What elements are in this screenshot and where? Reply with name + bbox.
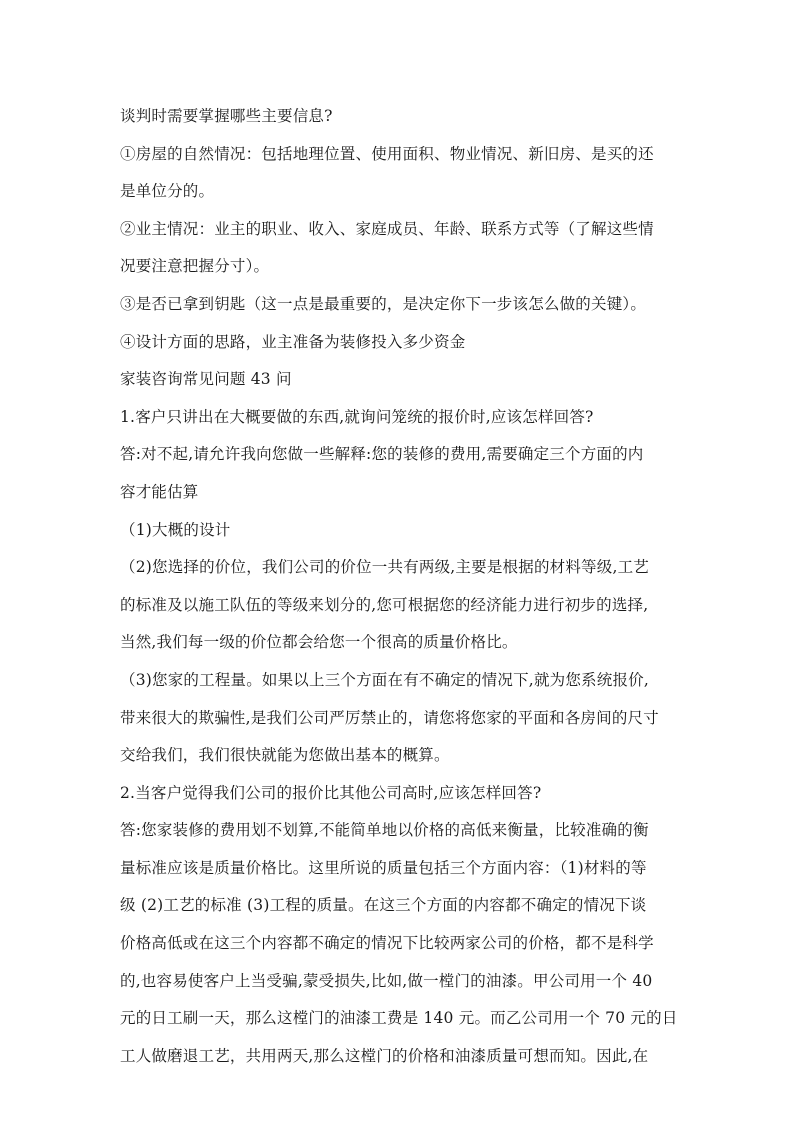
text-line: 答:您家装修的费用划不划算,不能简单地以价格的高低来衡量，比较准确的衡: [120, 821, 649, 840]
text-line: 带来很大的欺骗性,是我们公司严厉禁止的，请您将您家的平面和各房间的尺寸: [120, 708, 659, 727]
text-line: 当然,我们每一级的价位都会给您一个很高的质量价格比。: [120, 633, 518, 652]
text-line: 量标准应该是质量价格比。这里所说的质量包括三个方面内容：（1)材料的等: [120, 858, 647, 877]
text-line: 的,也容易使客户上当受骗,蒙受损失,比如,做一樘门的油漆。甲公司用一个 40: [120, 971, 653, 990]
text-line: 交给我们，我们很快就能为您做出基本的概算。: [120, 746, 450, 765]
text-line: 元的日工刷一天，那么这樘门的油漆工费是 140 元。而乙公司用一个 70 元的日: [120, 1009, 678, 1028]
text-line: ③是否已拿到钥匙（这一点是最重要的，是决定你下一步该怎么做的关键）。: [120, 294, 647, 313]
heading-faq: 家装咨询常见问题 43 问: [120, 370, 292, 389]
text-line: 况要注意把握分寸）。: [120, 257, 270, 276]
heading-negotiation-info: 谈判时需要掌握哪些主要信息?: [120, 107, 333, 125]
text-line: 工人做磨退工艺，共用两天,那么这樘门的价格和油漆质量可想而知。因此,在: [120, 1046, 649, 1065]
text-line: 容才能估算: [120, 482, 199, 501]
text-line: （2)您选择的价位，我们公司的价位一共有两级,主要是根据的材料等级,工艺: [120, 558, 649, 577]
text-line: ②业主情况：业主的职业、收入、家庭成员、年龄、联系方式等（了解这些情: [120, 219, 654, 238]
text-line: （3)您家的工程量。如果以上三个方面在有不确定的情况下,就为您系统报价,: [120, 670, 649, 689]
question-1: 1.客户只讲出在大概要做的东西,就询问笼统的报价时,应该怎样回答?: [120, 407, 594, 426]
text-line: 的标准及以施工队伍的等级来划分的,您可根据您的经济能力进行初步的选择,: [120, 595, 649, 614]
question-2: 2.当客户觉得我们公司的报价比其他公司高时,应该怎样回答?: [120, 783, 542, 802]
text-line: 价格高低或在这三个内容都不确定的情况下比较两家公司的价格，都不是科学: [120, 934, 654, 953]
text-line: 答:对不起,请允许我向您做一些解释:您的装修的费用,需要确定三个方面的内: [120, 445, 644, 464]
text-line: ①房屋的自然情况：包括地理位置、使用面积、物业情况、新旧房、是买的还: [120, 144, 654, 163]
text-line: 级 (2)工艺的标准 (3)工程的质量。在这三个方面的内容都不确定的情况下谈: [120, 896, 647, 915]
document-body: [120, 98, 680, 1075]
text-line: （1)大概的设计: [120, 520, 231, 539]
text-line: 是单位分的。: [120, 182, 215, 201]
text-line: ④设计方面的思路，业主准备为装修投入多少资金: [120, 332, 466, 351]
